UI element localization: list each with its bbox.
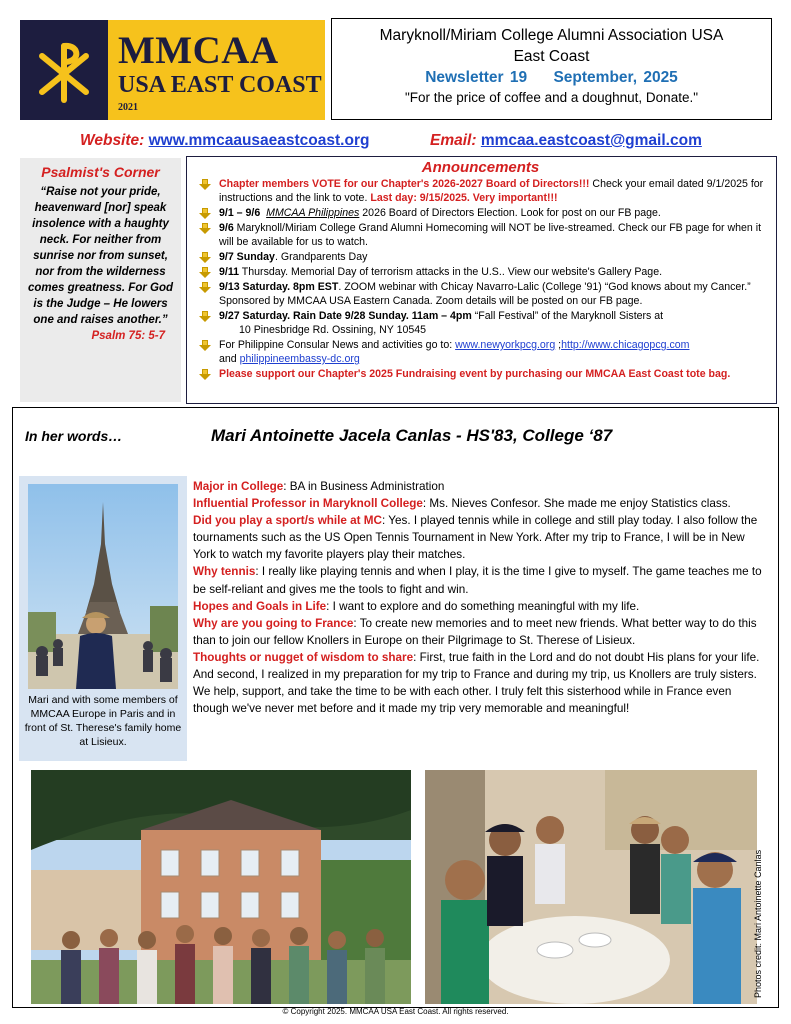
mmcaa-logo [20,20,325,120]
qa-text [193,478,765,717]
list-item: Chapter members VOTE for our Chapter's 2026-2027 Board of Directors!!! Check your email dated 9/1/2025 for instructions and the link to vote. Last day: 9/15/2025. Very important!!! [195,177,766,205]
arrow-bullet-icon [199,282,211,293]
photo-caption: Mari and with some members of MMCAA Europe in Paris and in front of St. Therese's family home at Lisieux. [24,694,182,748]
arrow-bullet-icon [199,179,211,190]
feature-name: Mari Antoinette Jacela Canlas - HS'83, College ‘87 [211,426,613,445]
list-item: 9/11 Thursday. Memorial Day of terrorism attacks in the U.S.. View our website's Gallery Page. [195,265,766,279]
newsletter-number: Newsletter 19 [425,69,528,86]
psalm-quote: “Raise not your pride, heavenward [nor] speak insolence with a haughty neck. For neither from sunrise nor from sunset, nor from the wilderness comes greatness. For God is the Judge – He lowers one and raises another.” [27,186,174,326]
arrow-bullet-icon [199,252,211,263]
arrow-bullet-icon [199,340,211,351]
list-item: For Philippine Consular News and activities go to: www.newyorkpcg.org ;http://www.chicagopcg.com and philippineembassy-dc.org [195,338,766,366]
arrow-bullet-icon [199,267,211,278]
list-item: Please support our Chapter's 2025 Fundraising event by purchasing our MMCAA East Coast tote bag. [195,367,766,381]
arrow-bullet-icon [199,369,211,380]
org-name-line2: East Coast [513,48,590,65]
arrow-bullet-icon [199,208,211,219]
website-label: Website: [80,132,145,149]
list-item: 9/7 Sunday. Grandparents Day [195,250,766,264]
qa-item: Hopes and Goals in Life: I want to explore and do something meaningful with my life. [193,599,640,613]
list-item: 9/13 Saturday. 8pm EST. ZOOM webinar with Chicay Navarro-Lalic (College '91) “God knows about my Cancer.” Sponsored by MMCAA USA Eastern Canada. Zoom details will be posted on our FB page. [195,280,766,308]
logo-title: MMCAA [118,29,279,72]
logo-year: 2021 [118,102,138,113]
arrow-bullet-icon [199,223,211,234]
newsletter-date: September, 2025 [553,69,678,86]
chi-rho-emblem-icon [26,30,102,110]
contact-bar [0,132,791,152]
email-label: Email: [430,132,477,149]
announcements-box [186,156,777,404]
qa-item: Did you play a sport/s while at MC: Yes. I played tennis while in college and still play today. I also follow the tournaments such as the US Open Tennis Tournament in New York. After my trip to France, I will be in New York to watch my favorite players play their matches. [193,514,758,562]
donate-quote: "For the price of coffee and a doughnut, Donate." [404,90,699,105]
org-name-line1: Maryknoll/Miriam College Alumni Association USA [379,27,724,44]
qa-item: Why are you going to France: To create new memories and to meet new friends. What better way to do this than to join our fellow Knollers in Europe on their Pilgrimage to St. Therese of Lisieux. [193,616,757,647]
newsletter-title-box [331,18,772,120]
arrow-bullet-icon [199,311,211,322]
logo-subtitle: USA EAST COAST [118,72,322,98]
cafe-group-photo [425,770,757,1004]
photo-credit: Photos credit: Mari Antoinette Canlas [753,849,763,998]
feature-section [12,407,779,1008]
announcements-title: Announcements [421,159,540,176]
psalmists-corner [20,158,181,402]
psalm-reference: Psalm 75: 5-7 [91,330,165,342]
qa-item: Influential Professor in Maryknoll College: Ms. Nieves Confesor. She made me enjoy Statistics class. [193,497,731,511]
copyright: © Copyright 2025. MMCAA USA East Coast. All rights reserved. [282,1007,509,1016]
philippineembassy-link[interactable]: philippineembassy-dc.org [239,353,360,365]
eiffel-tower-photo [28,484,178,689]
website-link[interactable]: www.mmcaausaeastcoast.org [148,132,370,149]
psalm-title: Psalmist's Corner [41,164,160,180]
chicagopcg-link[interactable]: http://www.chicagopcg.com [561,339,690,351]
group-photo-lisieux [31,770,411,1004]
qa-item: Major in College: BA in Business Administration [193,480,445,493]
section-label: In her words… [25,428,123,444]
list-item: 9/27 Saturday. Rain Date 9/28 Sunday. 11am – 4pm “Fall Festival” of the Maryknoll Sisters at 10 Pinesbridge Rd. Ossining, NY 10545 [195,309,766,337]
qa-item: Thoughts or nugget of wisdom to share: First, true faith in the Lord and do not doubt His plans for your life. And second, I realized in my preparation for my trip to France and during my trip, us Knollers are truly sisters. We help, support, and take the time to be with each other. I truly felt this sisterhood while in France even though we've never met before and it made my trip very memorable and meaningful! [193,650,760,716]
newyorkpcg-link[interactable]: www.newyorkpcg.org [455,339,556,351]
list-item: 9/6 Maryknoll/Miriam College Grand Alumni Homecoming will NOT be live-streamed. Check our FB page for when it will be available for us to watch. [195,221,766,249]
email-link[interactable]: mmcaa.eastcoast@gmail.com [480,132,702,149]
eiffel-photo-panel [19,476,187,761]
list-item: 9/1 – 9/6 MMCAA Philippines 2026 Board of Directors Election. Look for post on our FB page. [195,206,766,220]
qa-item: Why tennis: I really like playing tennis and when I play, it is the time I give to myself. The game teaches me to be self-reliant and gives me the tools to fight and win. [193,565,762,596]
